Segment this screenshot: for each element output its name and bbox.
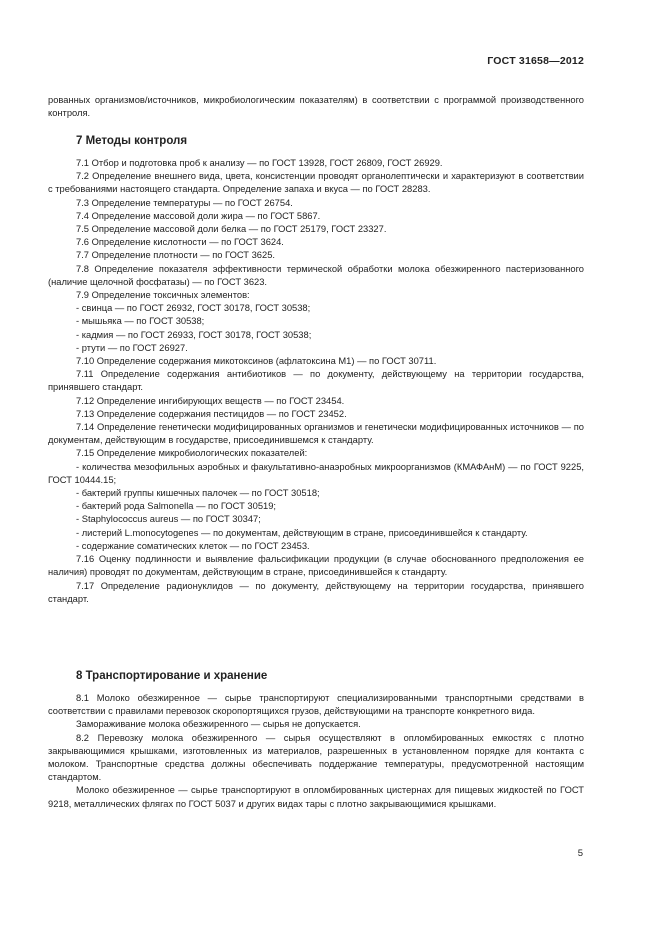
paragraph: Молоко обезжиренное — сырье транспортируют в опломбированных цистернах для пищевых жидкостей по ГОСТ 9218, металлических флягах по ГОСТ 5037 и других видах тары с плотно закрывающимися крышками.: [48, 785, 584, 809]
toxic-item: - ртути — по ГОСТ 26927.: [76, 342, 188, 353]
list-item: 7.4 Определение массовой доли жира — по ГОСТ 5867.: [76, 210, 321, 221]
list-item: 7.5 Определение массовой доли белка — по ГОСТ 25179, ГОСТ 23327.: [76, 224, 387, 235]
list-item: 7.12 Определение ингибирующих веществ — по ГОСТ 23454.: [76, 395, 345, 406]
document-header: ГОСТ 31658—2012: [487, 55, 584, 67]
micro-item: - содержание соматических клеток — по ГОСТ 23453.: [76, 540, 310, 551]
list-item: 7.1 Отбор и подготовка проб к анализу — по ГОСТ 13928, ГОСТ 26809, ГОСТ 26929.: [76, 158, 443, 168]
list-item: 7.2 Определение внешнего вида, цвета, консистенции проводят органолептически и характеризуют в соответствии с требованиями настоящего стандарта. Определение запаха и вкуса — по ГОСТ 28283.: [48, 171, 584, 195]
list-item: 7.9 Определение токсичных элементов:: [76, 290, 250, 301]
list-item: 7.6 Определение кислотности — по ГОСТ 3624.: [76, 237, 284, 248]
micro-item: - количества мезофильных аэробных и факультативно-анаэробных микроорганизмов (КМАФАнМ) — по ГОСТ 9225, ГОСТ 10444.15;: [48, 461, 584, 485]
intro-paragraph: рованных организмов/источников, микробиологическим показателям) в соответствии с программой производственного контроля.: [48, 95, 584, 119]
paragraph: 8.2 Перевозку молока обезжиренного — сырья осуществляют в опломбированных емкостях с плотно закрывающимися крышками, изготовленных из материалов, разрешенных в установленном порядке для контакта с молоком. Транспортные средства должны обеспечивать поддержание температуры, предусмотренной настоящим стандартом.: [48, 732, 584, 783]
list-item: 7.17 Определение радионуклидов — по документу, действующему на территории государства, принявшего стандарт.: [48, 580, 584, 604]
list-item: 7.15 Определение микробиологических показателей:: [76, 448, 308, 459]
section-8-title: 8 Транспортирование и хранение: [76, 670, 268, 682]
list-item: 7.8 Определение показателя эффективности термической обработки молока обезжиренного пастеризованного (наличие щелочной фосфатазы) — по ГОСТ 3623.: [48, 263, 584, 287]
list-item: 7.7 Определение плотности — по ГОСТ 3625.: [76, 250, 275, 261]
paragraph: Замораживание молока обезжиренного — сырья не допускается.: [76, 719, 361, 730]
toxic-item: - мышьяка — по ГОСТ 30538;: [76, 316, 205, 327]
micro-item: - бактерий рода Salmonella — по ГОСТ 30519;: [76, 501, 277, 512]
paragraph: 8.1 Молоко обезжиренное — сырье транспортируют специализированными транспортными средствами в соответствии с правилами перевозок скоропортящихся грузов, действующими на транспорте конкретного вида.: [48, 693, 584, 717]
page-number: 5: [577, 848, 583, 859]
list-item: 7.11 Определение содержания антибиотиков — по документу, действующему на территории государства, принявшего стандарт.: [48, 369, 584, 393]
toxic-item: - кадмия — по ГОСТ 26933, ГОСТ 30178, ГОСТ 30538;: [76, 329, 312, 340]
list-item: 7.14 Определение генетически модифицированных организмов и генетически модифицированных источников — по документам, действующим в государстве, присоединившемся к стандарту.: [48, 422, 584, 446]
section-7-title: 7 Методы контроля: [76, 135, 188, 147]
list-item: 7.13 Определение содержания пестицидов — по ГОСТ 23452.: [76, 408, 347, 419]
list-item: 7.3 Определение температуры — по ГОСТ 26754.: [76, 197, 293, 208]
section-7-body: [48, 157, 584, 606]
toxic-item: - свинца — по ГОСТ 26932, ГОСТ 30178, ГОСТ 30538;: [76, 303, 311, 314]
list-item: 7.16 Оценку подлинности и выявление фальсификации продукции (в случае обоснованного предположения ее наличия) проводят по документам, действующим в стране, присоединившейся к стандарту.: [48, 554, 584, 578]
micro-item: - Staphylococcus aureus — по ГОСТ 30347;: [76, 514, 261, 525]
micro-item: - листерий L.monocytogenes — по документам, действующим в стране, присоединившейся к стандарту.: [76, 527, 528, 538]
micro-item: - бактерий группы кишечных палочек — по ГОСТ 30518;: [76, 488, 320, 499]
section-8-body: [48, 692, 584, 811]
list-item: 7.10 Определение содержания микотоксинов (афлатоксина М1) — по ГОСТ 30711.: [76, 356, 437, 367]
